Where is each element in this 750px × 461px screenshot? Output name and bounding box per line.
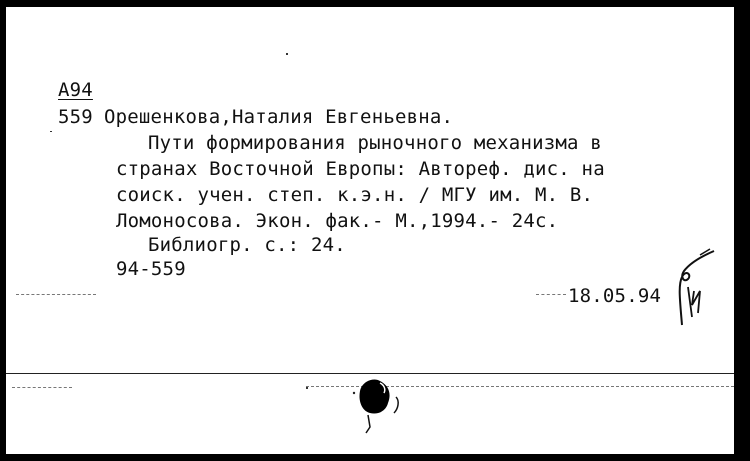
scan-speck bbox=[286, 53, 288, 55]
title-line-3: соиск. учен. степ. к.э.н. / МГУ им. М. В. bbox=[116, 184, 594, 206]
title-line-2: странах Восточной Европы: Автореф. дис. на bbox=[116, 158, 605, 180]
scan-artifact bbox=[16, 294, 96, 295]
call-number: 559 bbox=[58, 106, 93, 128]
scan-artifact bbox=[536, 294, 566, 295]
catalog-card bbox=[6, 7, 734, 454]
scan-artifact bbox=[12, 387, 72, 388]
title-line-1: Пути формирования рыночного механизма в bbox=[148, 132, 602, 154]
scan-speck bbox=[306, 387, 308, 389]
signature-mark bbox=[670, 247, 718, 331]
scan-speck bbox=[50, 131, 52, 132]
bibliography-note: Библиогр. с.: 24. bbox=[148, 234, 346, 256]
title-line-4: Ломоносова. Экон. фак.- М.,1994.- 24с. bbox=[116, 210, 559, 232]
author-name: Орешенкова,Наталия Евгеньевна. bbox=[104, 106, 454, 128]
date-stamp: 18.05.94 bbox=[568, 285, 662, 307]
shelf-code: А94 bbox=[58, 79, 93, 101]
punch-hole bbox=[346, 371, 416, 437]
inventory-number: 94-559 bbox=[116, 258, 186, 280]
